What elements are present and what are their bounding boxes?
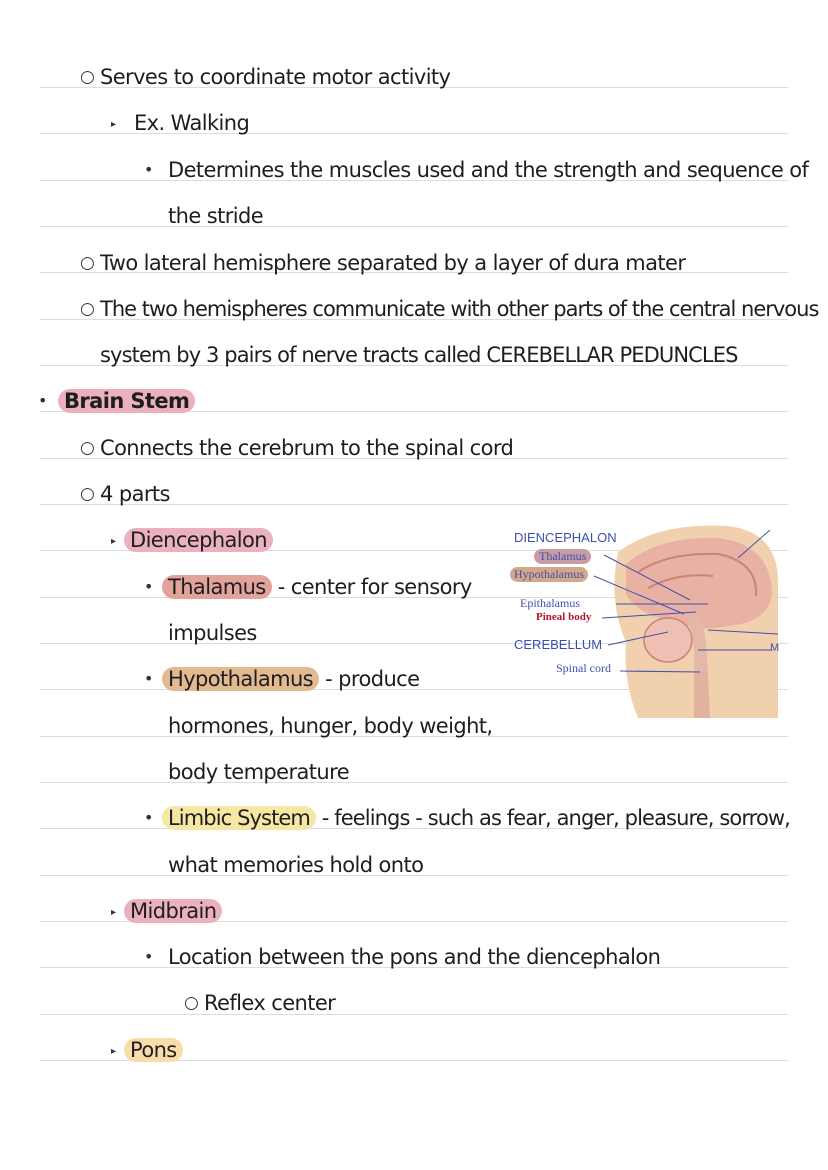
circle-bullet-icon: ○ xyxy=(80,67,95,87)
circle-bullet-icon: ○ xyxy=(80,253,95,273)
note-line: Limbic System - feelings - such as fear, anger, pleasure, sorrow, xyxy=(162,803,790,833)
note-line: Reflex center xyxy=(204,991,336,1015)
circle-bullet-icon: ○ xyxy=(80,438,95,458)
diagram-label: Pineal body xyxy=(536,611,592,623)
note-line: Thalamus - center for sensory xyxy=(162,572,472,602)
note-line xyxy=(124,525,273,555)
diagram-label: DIENCEPHALON xyxy=(514,530,617,545)
heading-brain-stem xyxy=(58,386,195,416)
diagram-label: M xyxy=(770,642,780,654)
triangle-bullet-icon: ▸ xyxy=(111,907,117,918)
note-line: Location between the pons and the diencephalon xyxy=(168,945,661,969)
brain-diagram xyxy=(508,522,778,718)
triangle-bullet-icon: ▸ xyxy=(111,536,117,547)
note-line: The two hemispheres communicate with other parts of the central nervous xyxy=(100,297,819,321)
highlight: Hypothalamus xyxy=(162,667,319,691)
highlight: Thalamus xyxy=(162,575,272,599)
diagram-label: Epithalamus xyxy=(520,596,580,610)
highlight: Limbic System xyxy=(162,806,316,830)
note-line: Two lateral hemisphere separated by a layer of dura mater xyxy=(100,251,686,275)
triangle-bullet-icon: ▸ xyxy=(111,119,117,130)
note-line: impulses xyxy=(168,621,257,645)
note-line xyxy=(124,1035,183,1065)
dot-bullet-icon: • xyxy=(144,669,154,688)
dot-bullet-icon: • xyxy=(144,577,154,596)
note-line: Ex. Walking xyxy=(134,111,250,135)
note-line: 4 parts xyxy=(100,482,170,506)
dot-bullet-icon: • xyxy=(144,947,154,966)
note-line: Serves to coordinate motor activity xyxy=(100,65,451,89)
circle-bullet-icon: ○ xyxy=(80,484,95,504)
note-line: the stride xyxy=(168,204,264,228)
note-line: what memories hold onto xyxy=(168,853,424,877)
highlight: Brain Stem xyxy=(58,389,195,413)
diagram-label: Hypothalamus xyxy=(510,567,588,582)
diagram-label: Spinal cord xyxy=(556,661,611,675)
note-line: body temperature xyxy=(168,760,350,784)
note-line: hormones, hunger, body weight, xyxy=(168,714,493,738)
highlight: Diencephalon xyxy=(124,528,273,552)
circle-bullet-icon: ○ xyxy=(184,993,199,1013)
highlight: Pons xyxy=(124,1038,183,1062)
diagram-label: Thalamus xyxy=(534,549,591,564)
dot-bullet-icon: • xyxy=(144,808,154,827)
highlight: Midbrain xyxy=(124,899,222,923)
note-line: Connects the cerebrum to the spinal cord xyxy=(100,436,514,460)
dot-bullet-icon: • xyxy=(38,391,48,410)
diagram-label: CEREBELLUM xyxy=(514,637,603,652)
note-line: Hypothalamus - produce xyxy=(162,664,419,694)
note-line: system by 3 pairs of nerve tracts called CEREBELLAR PEDUNCLES xyxy=(100,343,738,367)
dot-bullet-icon: • xyxy=(144,160,154,179)
triangle-bullet-icon: ▸ xyxy=(111,1046,117,1057)
note-line: Determines the muscles used and the strength and sequence of xyxy=(168,158,809,182)
circle-bullet-icon: ○ xyxy=(80,299,95,319)
note-line xyxy=(124,896,222,926)
